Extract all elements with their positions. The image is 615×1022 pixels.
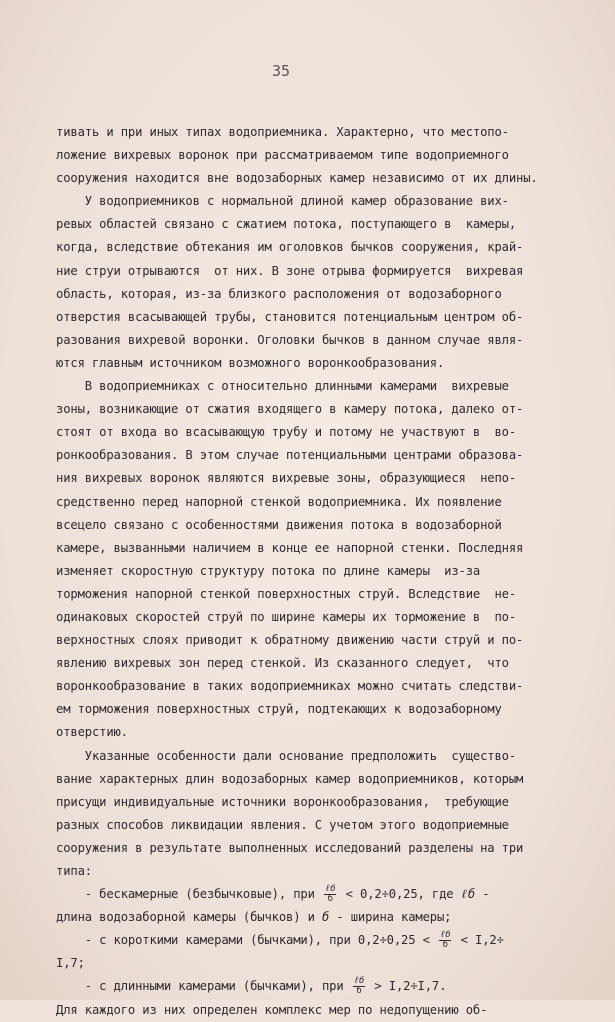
text-line: Указанные особенности дали основание предположить существо- — [56, 748, 516, 763]
page-number: 35 — [272, 62, 291, 80]
text-line: ем торможения поверхностных струй, подтекающих к водозаборному — [56, 702, 502, 717]
text-line: ются главным источником возможного воронкообразования. — [56, 355, 445, 370]
text-line: всецело связано с особенностями движения потока в водозаборной — [56, 517, 502, 532]
text-line: ния вихревых воронок являются вихревые зоны, образующиеся непо- — [56, 471, 516, 486]
text-line: присущи индивидуальные источники воронкообразования, требующие — [56, 794, 509, 809]
list-item-dlinnye: - с длинными камерами (бычками), при $\frac{\text{ℓб}}{б}$ > I,2÷I,7. — [84, 976, 447, 997]
text-line: средственно перед напорной стенкой водоприемника. Их появление — [56, 494, 502, 509]
ratio-fraction: $\frac{\text{ℓб}}{б}$ — [439, 930, 451, 951]
text-line: разных способов ликвидации явления. С учетом этого водоприемные — [56, 817, 509, 832]
text-line: ревых областей связано с сжатием потока, поступающего в камеры, — [56, 217, 516, 232]
text-line: изменяет скоростную структуру потока по длине камеры из-за — [56, 563, 481, 578]
ratio-fraction: $\frac{\text{ℓб}}{б}$ — [324, 884, 336, 905]
text-line: явлению вихревых зон перед стенкой. Из сказанного следует, что — [56, 656, 509, 671]
text-line: когда, вследствие обтекания им оголовков бычков сооружения, край- — [56, 240, 524, 255]
text-line: Для каждого из них определен комплекс мер по недопущению об- — [56, 1002, 488, 1017]
list-item-continuation: длина водозаборной камеры (бычков) и б - ширина камеры; — [56, 910, 452, 925]
list-item-continuation: I,7; — [56, 956, 85, 971]
text-line: одинаковых скоростей струй по ширине камеры их торможение в по- — [56, 609, 516, 624]
text-line: ложение вихревых воронок при рассматриваемом типе водоприемного — [56, 148, 509, 163]
text-line: сооружения находится вне водозаборных камер независимо от их длины. — [56, 171, 538, 186]
text-line: область, которая, из-за близкого расположения от водозаборного — [56, 286, 502, 301]
text-line: тивать и при иных типах водоприемника. Характерно, что местопо- — [56, 125, 509, 139]
text-line: зоны, возникающие от сжатия входящего в камеру потока, далеко от- — [56, 402, 524, 417]
body-text — [56, 121, 556, 1022]
text-line: сооружения в результате выполненных исследований разделены на три — [56, 840, 524, 855]
text-line: ронкообразования. В этом случае потенциальными центрами образова- — [56, 448, 524, 463]
text-line: стоят от входа во всасывающую трубу и потому не участвуют в во- — [56, 425, 516, 440]
text-line: воронкообразование в таких водоприемниках можно считать следстви- — [56, 679, 524, 694]
text-line: отверстию. — [56, 725, 128, 740]
text-line: типа: — [56, 864, 92, 878]
text-line: отверстия всасывающей трубы, становится потенциальным центром об- — [56, 309, 524, 324]
text-line: вание характерных длин водозаборных камер водоприемников, которым — [56, 771, 524, 786]
text-line: У водоприемников с нормальной длиной камер образование вих- — [56, 194, 509, 209]
list-item-bezkamernye: - бескамерные (безбычковые), при $\frac{\text{ℓб}}{б}$ < 0,2÷0,25, где ℓб - — [84, 884, 490, 905]
list-item-korotkie: - с короткими камерами (бычками), при 0,2÷0,25 < $\frac{\text{ℓб}}{б}$ < I,2÷ — [84, 930, 504, 951]
text-line: разования вихревой воронки. Оголовки бычков в данном случае явля- — [56, 332, 524, 347]
text-line: камере, вызванными наличием в конце ее напорной стенки. Последняя — [56, 540, 524, 555]
ratio-fraction: $\frac{\text{ℓб}}{б}$ — [353, 976, 365, 997]
text-line: ние струи отрываются от них. В зоне отрыва формируется вихревая — [56, 263, 524, 278]
text-line: верхностных слоях приводит к обратному движению части струй и по- — [56, 633, 524, 648]
text-line: торможения напорной стенкой поверхностных струй. Вследствие не- — [56, 586, 516, 601]
text-line: В водоприемниках с относительно длинными камерами вихревые — [56, 379, 509, 394]
